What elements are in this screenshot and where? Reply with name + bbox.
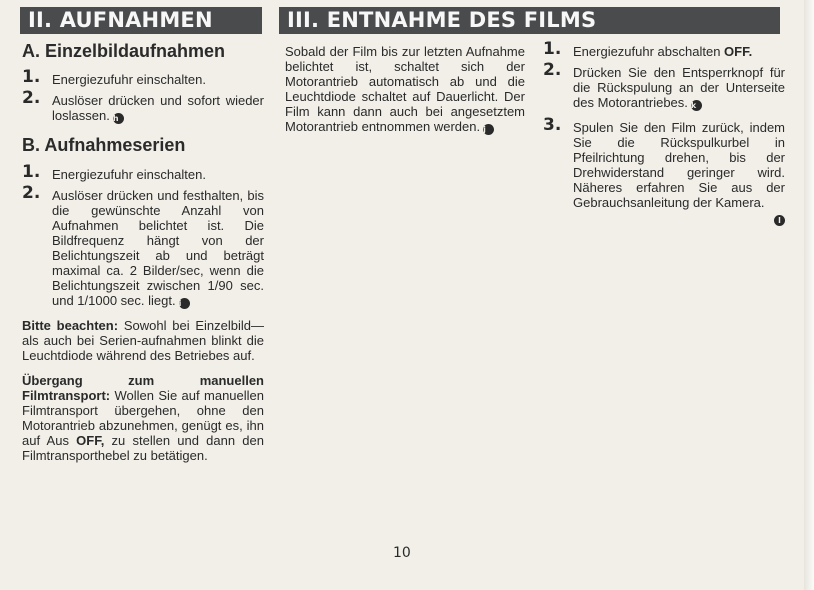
list-item xyxy=(543,60,785,111)
step-number: 1. xyxy=(22,162,41,182)
note-paragraph xyxy=(22,318,264,363)
step-number: 3. xyxy=(543,115,562,135)
list-item xyxy=(22,88,264,124)
step-text: Spulen Sie den Film zurück, indem Sie die Rückspulkurbel in Pfeilrichtung drehen, bis der Drehwiderstand geringer wird. Näheres erfahren Sie aus der Gebrauchsanleitung der Kamera. xyxy=(573,120,785,210)
reference-marker-icon: j xyxy=(483,124,494,135)
step-text: Auslöser drücken und festhalten, bis die gewünschte Anzahl von Aufnahmen belichtet ist. Die Bildfrequenz hängt von der Belichtungszeit ab und beträgt maximal ca. 2 Bilder/sec, wenn die Belichtungszeit zwischen 1/90 sec. und 1/1000 sec. liegt. xyxy=(52,188,264,308)
page-number: 10 xyxy=(393,545,411,561)
list-item xyxy=(543,115,785,226)
step-number: 1. xyxy=(22,67,41,87)
step-number: 1. xyxy=(543,39,562,59)
page-edge xyxy=(804,0,814,590)
note-paragraph xyxy=(22,373,264,463)
step-text: Energiezufuhr abschalten xyxy=(573,44,725,59)
reference-marker-icon: i xyxy=(179,298,190,309)
list-item xyxy=(22,162,264,182)
note-lead: Übergang zum manuellen Filmtransport: xyxy=(22,373,264,403)
column-aufnahmen xyxy=(22,40,264,463)
step-number: 2. xyxy=(22,88,41,108)
step-text: Energiezufuhr einschalten. xyxy=(52,72,206,87)
note-text: Sowohl bei Einzelbild—als auch bei Serien-aufnahmen blinkt die Leuchtdiode während des Betriebes auf. xyxy=(22,318,264,363)
column-middle xyxy=(285,44,525,135)
list-item xyxy=(543,39,785,59)
note-text: Wollen Sie auf manuellen Filmtransport übergehen, ohne den Motorantrieb abzunehmen, genügt es, ihn auf Aus xyxy=(22,388,264,448)
subheading-einzelbild: A. Einzelbildaufnahmen xyxy=(22,41,226,61)
step-text: Energiezufuhr einschalten. xyxy=(52,167,206,182)
list-item xyxy=(22,67,264,87)
section-heading-entnahme: III. ENTNAHME DES FILMS xyxy=(279,7,780,34)
note-text: zu stellen und dann den Filmtransporthebel zu betätigen. xyxy=(22,433,264,463)
reference-marker-icon: h xyxy=(113,113,124,124)
step-text: Auslöser drücken und sofort wieder loslassen. xyxy=(52,93,264,123)
step-number: 2. xyxy=(543,60,562,80)
note-lead: Bitte beachten: xyxy=(22,318,119,333)
subheading-serien: B. Aufnahmeserien xyxy=(22,135,186,155)
list-item xyxy=(22,183,264,309)
step-text: Drücken Sie den Entsperrknopf für die Rückspulung an der Unterseite des Motorantriebes. xyxy=(573,65,785,110)
step-number: 2. xyxy=(22,183,41,203)
reference-marker-icon: l xyxy=(774,215,785,226)
section-heading-aufnahmen: II. AUFNAHMEN xyxy=(20,7,262,34)
step-emphasis: OFF. xyxy=(724,44,753,59)
reference-marker-icon: k xyxy=(691,100,702,111)
note-emphasis: OFF, xyxy=(76,433,105,448)
column-steps xyxy=(543,39,785,226)
body-paragraph: Sobald der Film bis zur letzten Aufnahme belichtet ist, schaltet sich der Motorantrieb automatisch ab und die Leuchtdiode schaltet auf Dauerlicht. Der Film kann dann auch bei angesetztem Motorantrieb entnommen werden. xyxy=(285,44,525,134)
